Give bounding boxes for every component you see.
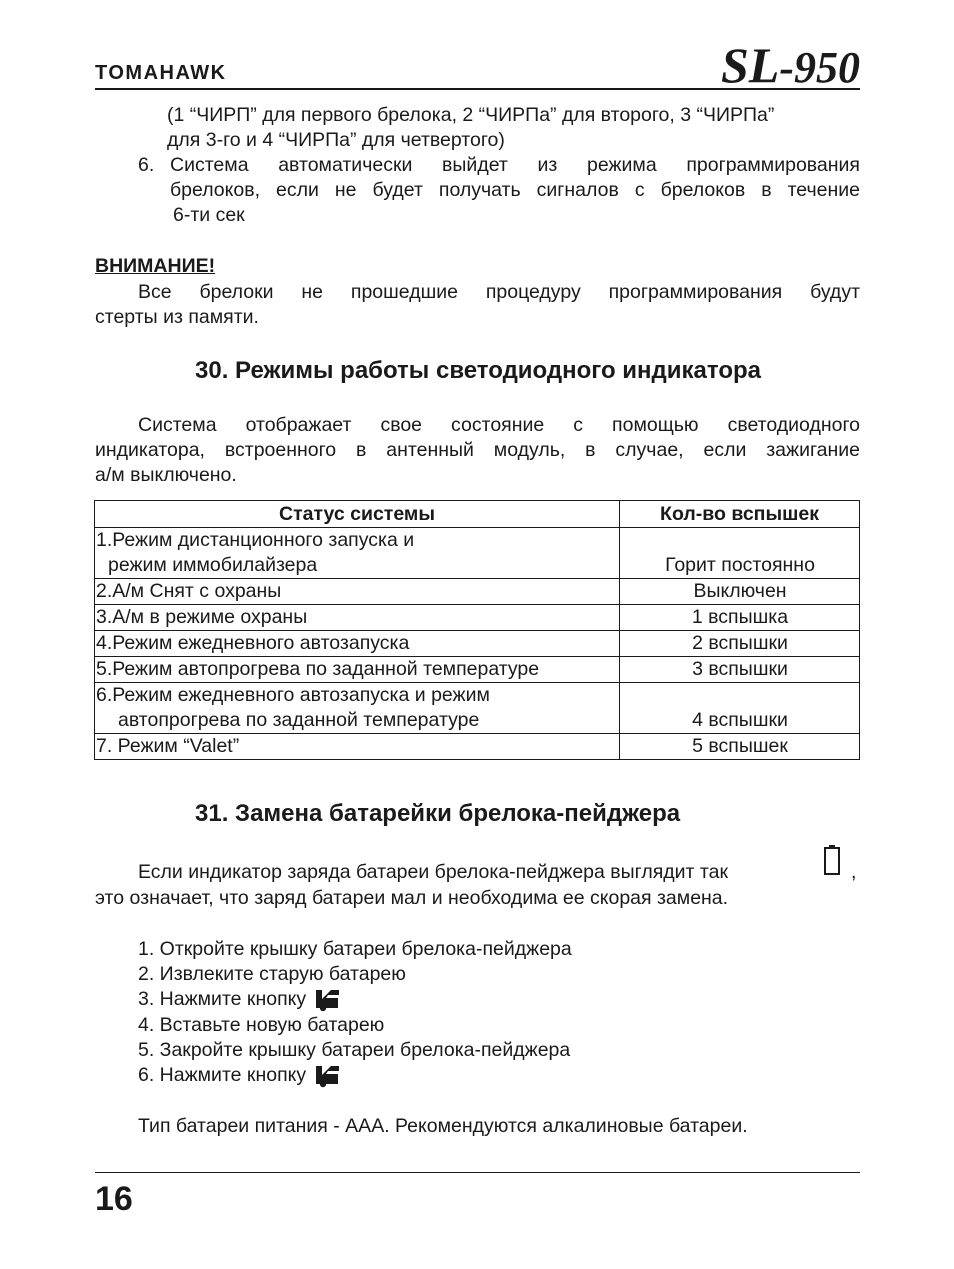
item-6-line-3: 6-ти сек xyxy=(173,204,245,226)
status-table xyxy=(94,500,860,760)
header-rule xyxy=(95,88,860,90)
intro-line-1: (1 “ЧИРП” для первого брелока, 2 “ЧИРПа” для второго, 3 “ЧИРПа” xyxy=(167,104,775,126)
status-cell: 1.Режим дистанционного запуска и режим иммобилайзера xyxy=(95,528,620,579)
footer-rule xyxy=(95,1172,860,1173)
warning-line-1: Все брелоки не прошедшие процедуру программирования будут xyxy=(138,281,860,303)
battery-low-icon xyxy=(823,844,841,876)
step-1: 1. Откройте крышку батареи брелока-пейджера xyxy=(138,938,572,960)
table-row xyxy=(95,631,860,657)
item-6-line-2: брелоков, если не будет получать сигналов с брелоков в течение xyxy=(170,179,860,201)
step-6: 6. Нажмите кнопку xyxy=(138,1063,340,1088)
section-31-comma: , xyxy=(851,861,857,883)
table-row xyxy=(95,734,860,760)
status-cell: 2.А/м Снят с охраны xyxy=(95,579,620,605)
intro-line-2: для 3-го и 4 “ЧИРПа” для четвертого) xyxy=(167,129,505,151)
table-row xyxy=(95,683,860,734)
section-30-title: 30. Режимы работы светодиодного индикатора xyxy=(195,357,762,384)
flashes-cell: 5 вспышек xyxy=(620,734,860,760)
flashes-cell: 3 вспышки xyxy=(620,657,860,683)
item-6-line-1: Система автоматически выйдет из режима программирования xyxy=(170,154,860,176)
status-cell: 3.А/м в режиме охраны xyxy=(95,605,620,631)
step-3: 3. Нажмите кнопку xyxy=(138,987,340,1012)
table-row xyxy=(95,657,860,683)
warning-line-2: стерты из памяти. xyxy=(95,306,259,328)
model-name: SL-950 xyxy=(720,37,860,93)
flashes-cell: Горит постоянно xyxy=(620,528,860,579)
step-2: 2. Извлеките старую батарею xyxy=(138,963,406,985)
brand-name: TOMAHAWK xyxy=(95,62,227,84)
item-6-number: 6. xyxy=(138,154,155,176)
section-30-line-3: а/м выключено. xyxy=(95,464,237,486)
flashes-cell: 2 вспышки xyxy=(620,631,860,657)
flashes-cell: 4 вспышки xyxy=(620,683,860,734)
section-31-line-2: это означает, что заряд батареи мал и необходима ее скорая замена. xyxy=(95,887,729,909)
status-cell: 7. Режим “Valet” xyxy=(95,734,620,760)
section-30-line-1: Система отображает свое состояние с помощью светодиодного xyxy=(138,414,860,436)
header-status: Статус системы xyxy=(95,501,620,528)
table-header-row xyxy=(95,501,860,528)
step-4: 4. Вставьте новую батарею xyxy=(138,1014,385,1036)
flashes-cell: 1 вспышка xyxy=(620,605,860,631)
table-row xyxy=(95,528,860,579)
battery-note: Тип батареи питания - ААА. Рекомендуются алкалиновые батареи. xyxy=(138,1115,748,1137)
table-row xyxy=(95,605,860,631)
status-cell: 6.Режим ежедневного автозапуска и режим автопрогрева по заданной температуре xyxy=(95,683,620,734)
header-flashes: Кол-во вспышек xyxy=(620,501,860,528)
status-cell: 5.Режим автопрогрева по заданной температуре xyxy=(95,657,620,683)
section-30-line-2: индикатора, встроенного в антенный модуль, в случае, если зажигание xyxy=(95,439,860,461)
section-31-title: 31. Замена батарейки брелока-пейджера xyxy=(195,800,681,827)
flashes-cell: Выключен xyxy=(620,579,860,605)
trunk-button-icon xyxy=(314,1064,340,1088)
table-row xyxy=(95,579,860,605)
page-number: 16 xyxy=(95,1180,133,1218)
trunk-button-icon xyxy=(314,988,340,1012)
warning-title: ВНИМАНИЕ! xyxy=(95,255,216,277)
page-header xyxy=(95,37,860,93)
step-5: 5. Закройте крышку батареи брелока-пейджера xyxy=(138,1039,571,1061)
section-31-line-1: Если индикатор заряда батареи брелока-пейджера выглядит так xyxy=(138,861,728,883)
status-cell: 4.Режим ежедневного автозапуска xyxy=(95,631,620,657)
